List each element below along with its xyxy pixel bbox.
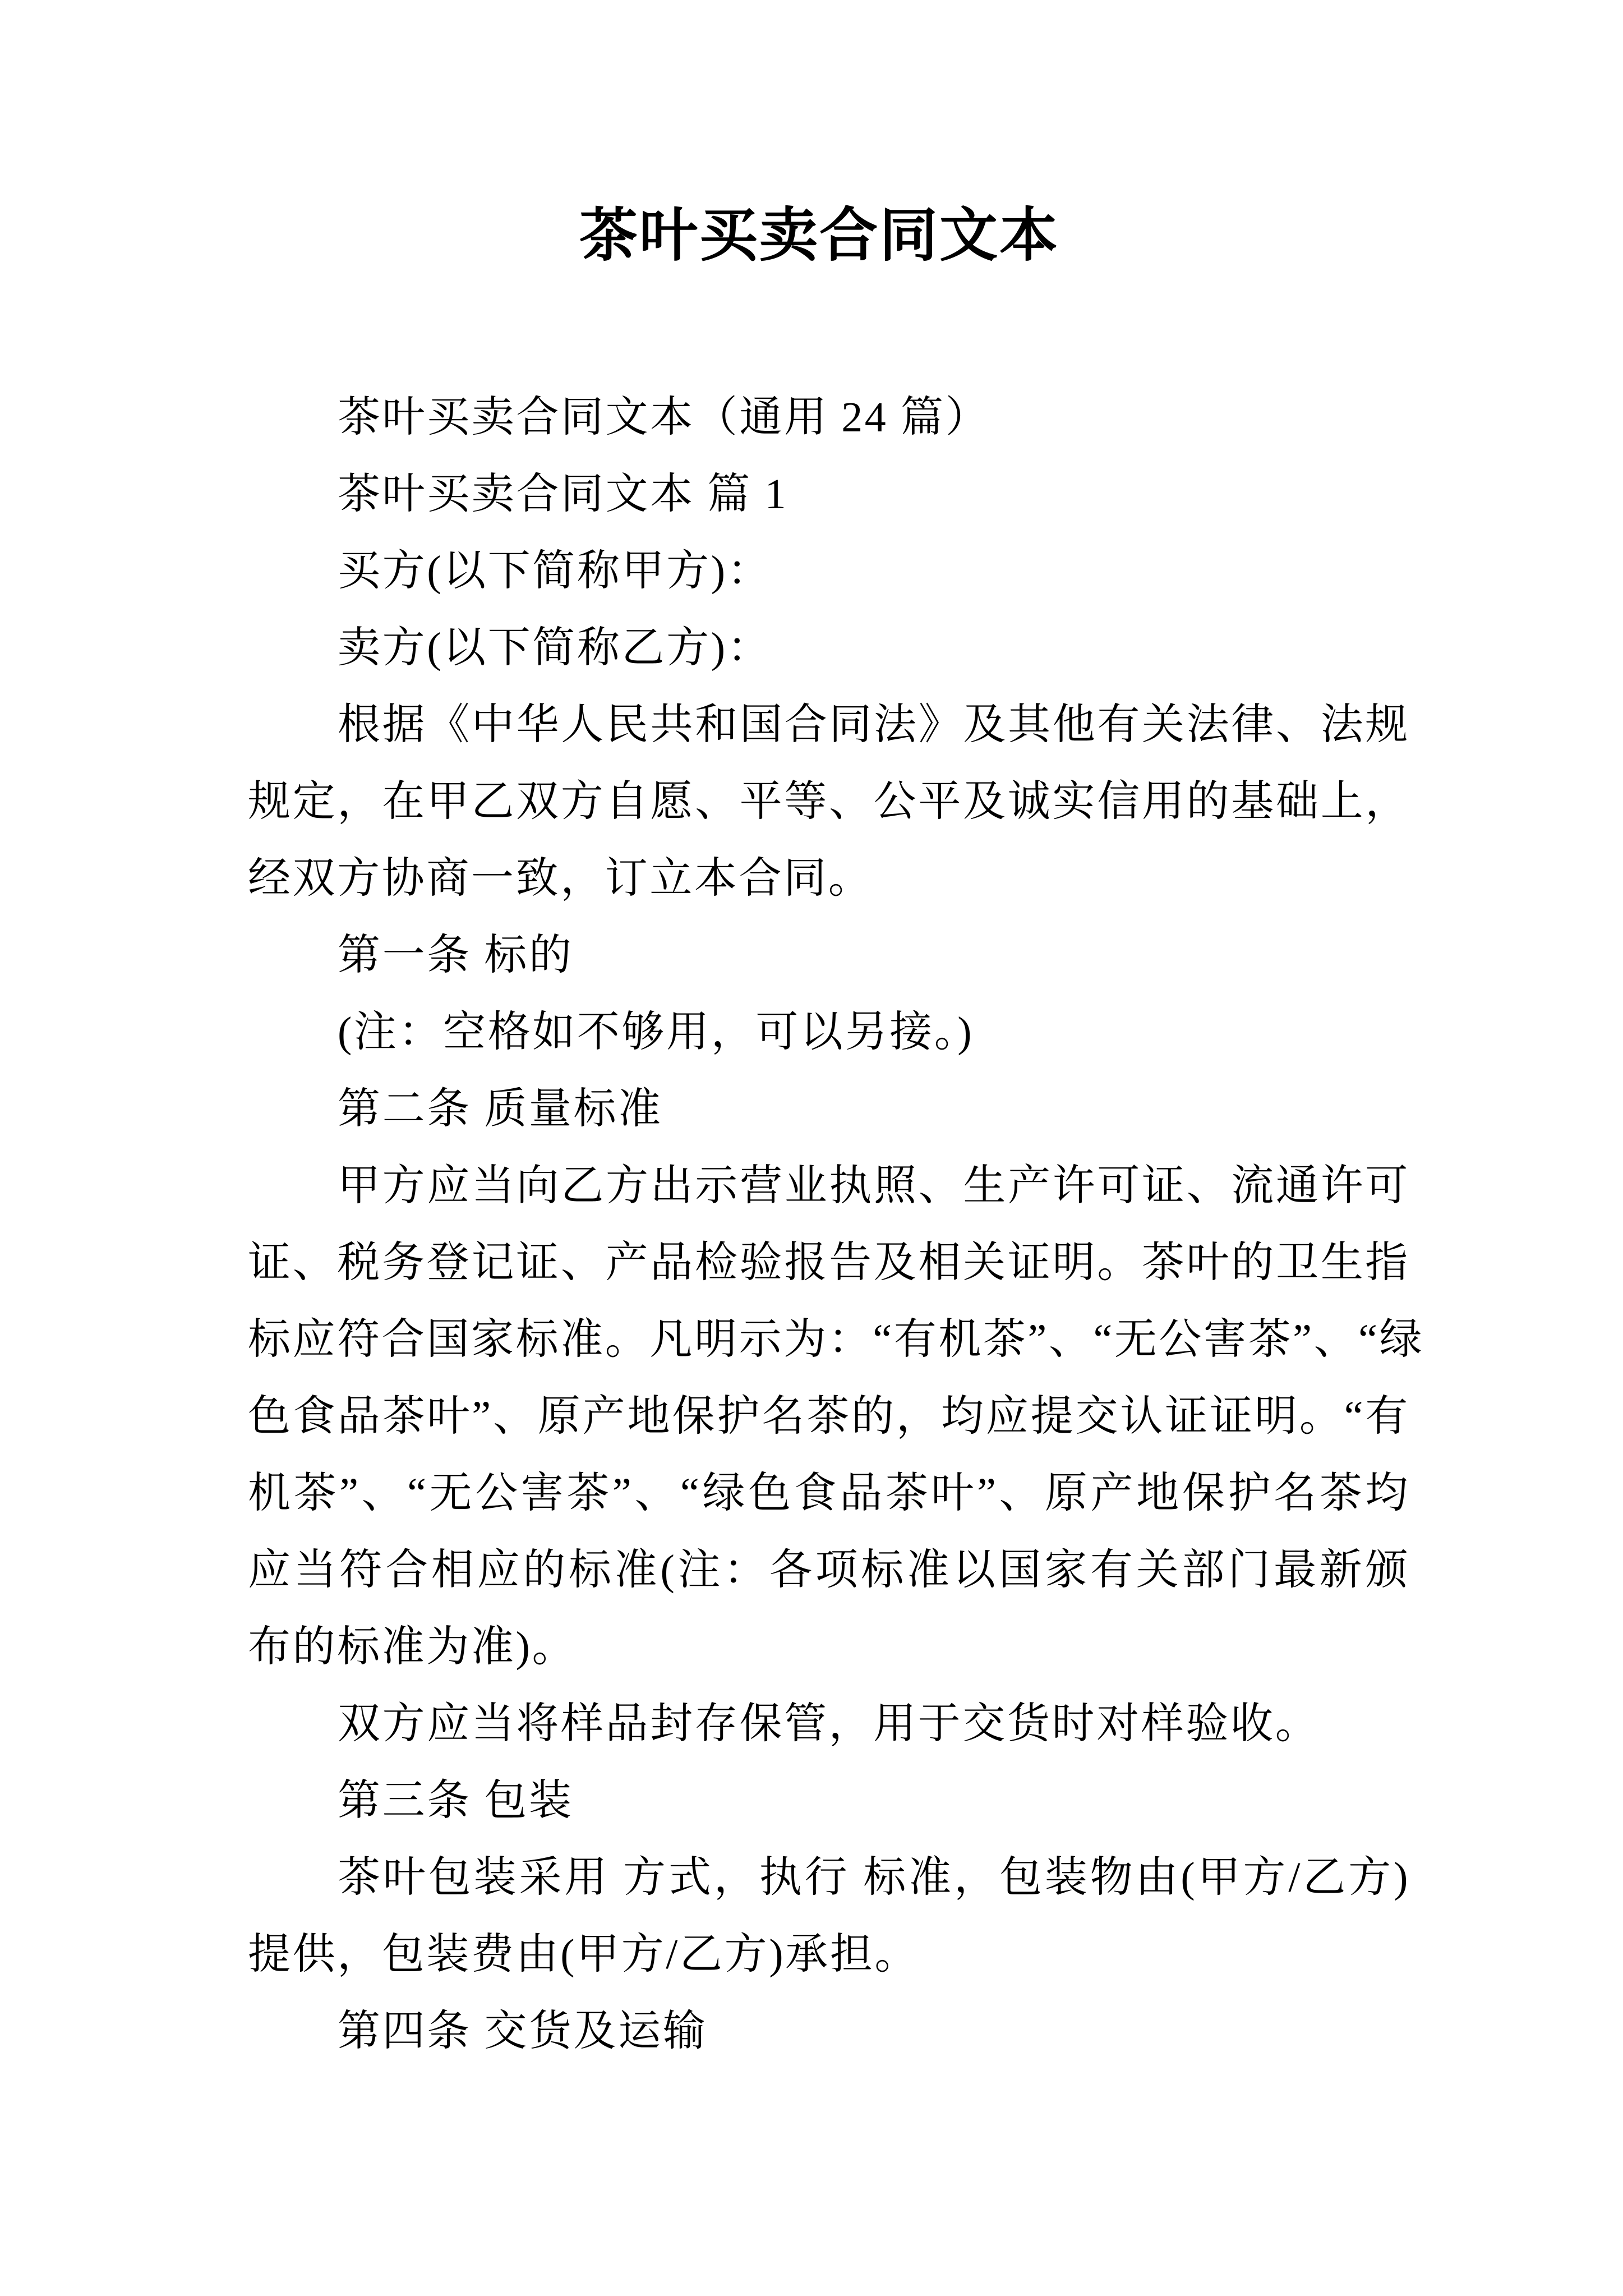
article-heading — [248, 456, 1410, 533]
clause-3-heading — [248, 1763, 1410, 1839]
text-line: 第一条 标的 — [338, 932, 574, 979]
text-line: 茶叶买卖合同文本 篇 1 — [338, 471, 789, 518]
text-line: 标应符合国家标准。凡明示为：“有机茶”、“无公害茶”、“绿 — [248, 1316, 1424, 1363]
clause-2-heading — [248, 1071, 1410, 1148]
text-line: 茶叶买卖合同文本（通用 24 篇） — [338, 394, 990, 441]
text-line: 茶叶包装采用 方式，执行 标准，包装物由(甲方/乙方) — [338, 1854, 1410, 1901]
text-line: 色食品茶叶”、原产地保护名茶的，均应提交认证证明。“有 — [248, 1393, 1410, 1440]
text-line: 机茶”、“无公害茶”、“绿色食品茶叶”、原产地保护名茶均 — [248, 1470, 1410, 1517]
text-line: 证、税务登记证、产品检验报告及相关证明。茶叶的卫生指 — [248, 1239, 1410, 1286]
collection-title — [248, 379, 1410, 456]
clause-4-heading — [248, 1993, 1410, 2070]
text-line: 布的标准为准)。 — [248, 1623, 577, 1671]
clause-3-paragraph — [248, 1839, 1410, 1993]
clause-2-sample-paragraph — [248, 1686, 1410, 1763]
text-line: 双方应当将样品封存保管，用于交货时对样验收。 — [338, 1700, 1320, 1747]
document-title: 茶叶买卖合同文本 — [579, 204, 1059, 268]
text-line: 应当符合相应的标准(注：各项标准以国家有关部门最新颁 — [248, 1547, 1410, 1594]
document-body — [248, 379, 1424, 2070]
clause-2-paragraph — [248, 1148, 1424, 1686]
seller-line — [248, 610, 1410, 687]
text-line: 卖方(以下简称乙方)： — [338, 624, 772, 671]
buyer-line — [248, 533, 1410, 610]
text-line: 第二条 质量标准 — [338, 1085, 663, 1133]
preamble-paragraph — [248, 687, 1410, 917]
text-line: 经双方协商一致，订立本合同。 — [248, 855, 873, 902]
text-line: 买方(以下简称甲方)： — [338, 547, 772, 595]
text-line: 提供，包装费由(甲方/乙方)承担。 — [248, 1931, 919, 1978]
text-line: 甲方应当向乙方出示营业执照、生产许可证、流通许可 — [338, 1162, 1410, 1209]
text-line: 根据《中华人民共和国合同法》及其他有关法律、法规 — [338, 701, 1410, 748]
text-line: 第四条 交货及运输 — [338, 2008, 708, 2055]
text-line: 规定，在甲乙双方自愿、平等、公平及诚实信用的基础上， — [248, 778, 1410, 825]
text-line: (注：空格如不够用，可以另接。) — [338, 1009, 974, 1056]
clause-1-note — [248, 994, 1410, 1071]
text-line: 第三条 包装 — [338, 1777, 574, 1824]
clause-1-heading — [248, 917, 1410, 994]
